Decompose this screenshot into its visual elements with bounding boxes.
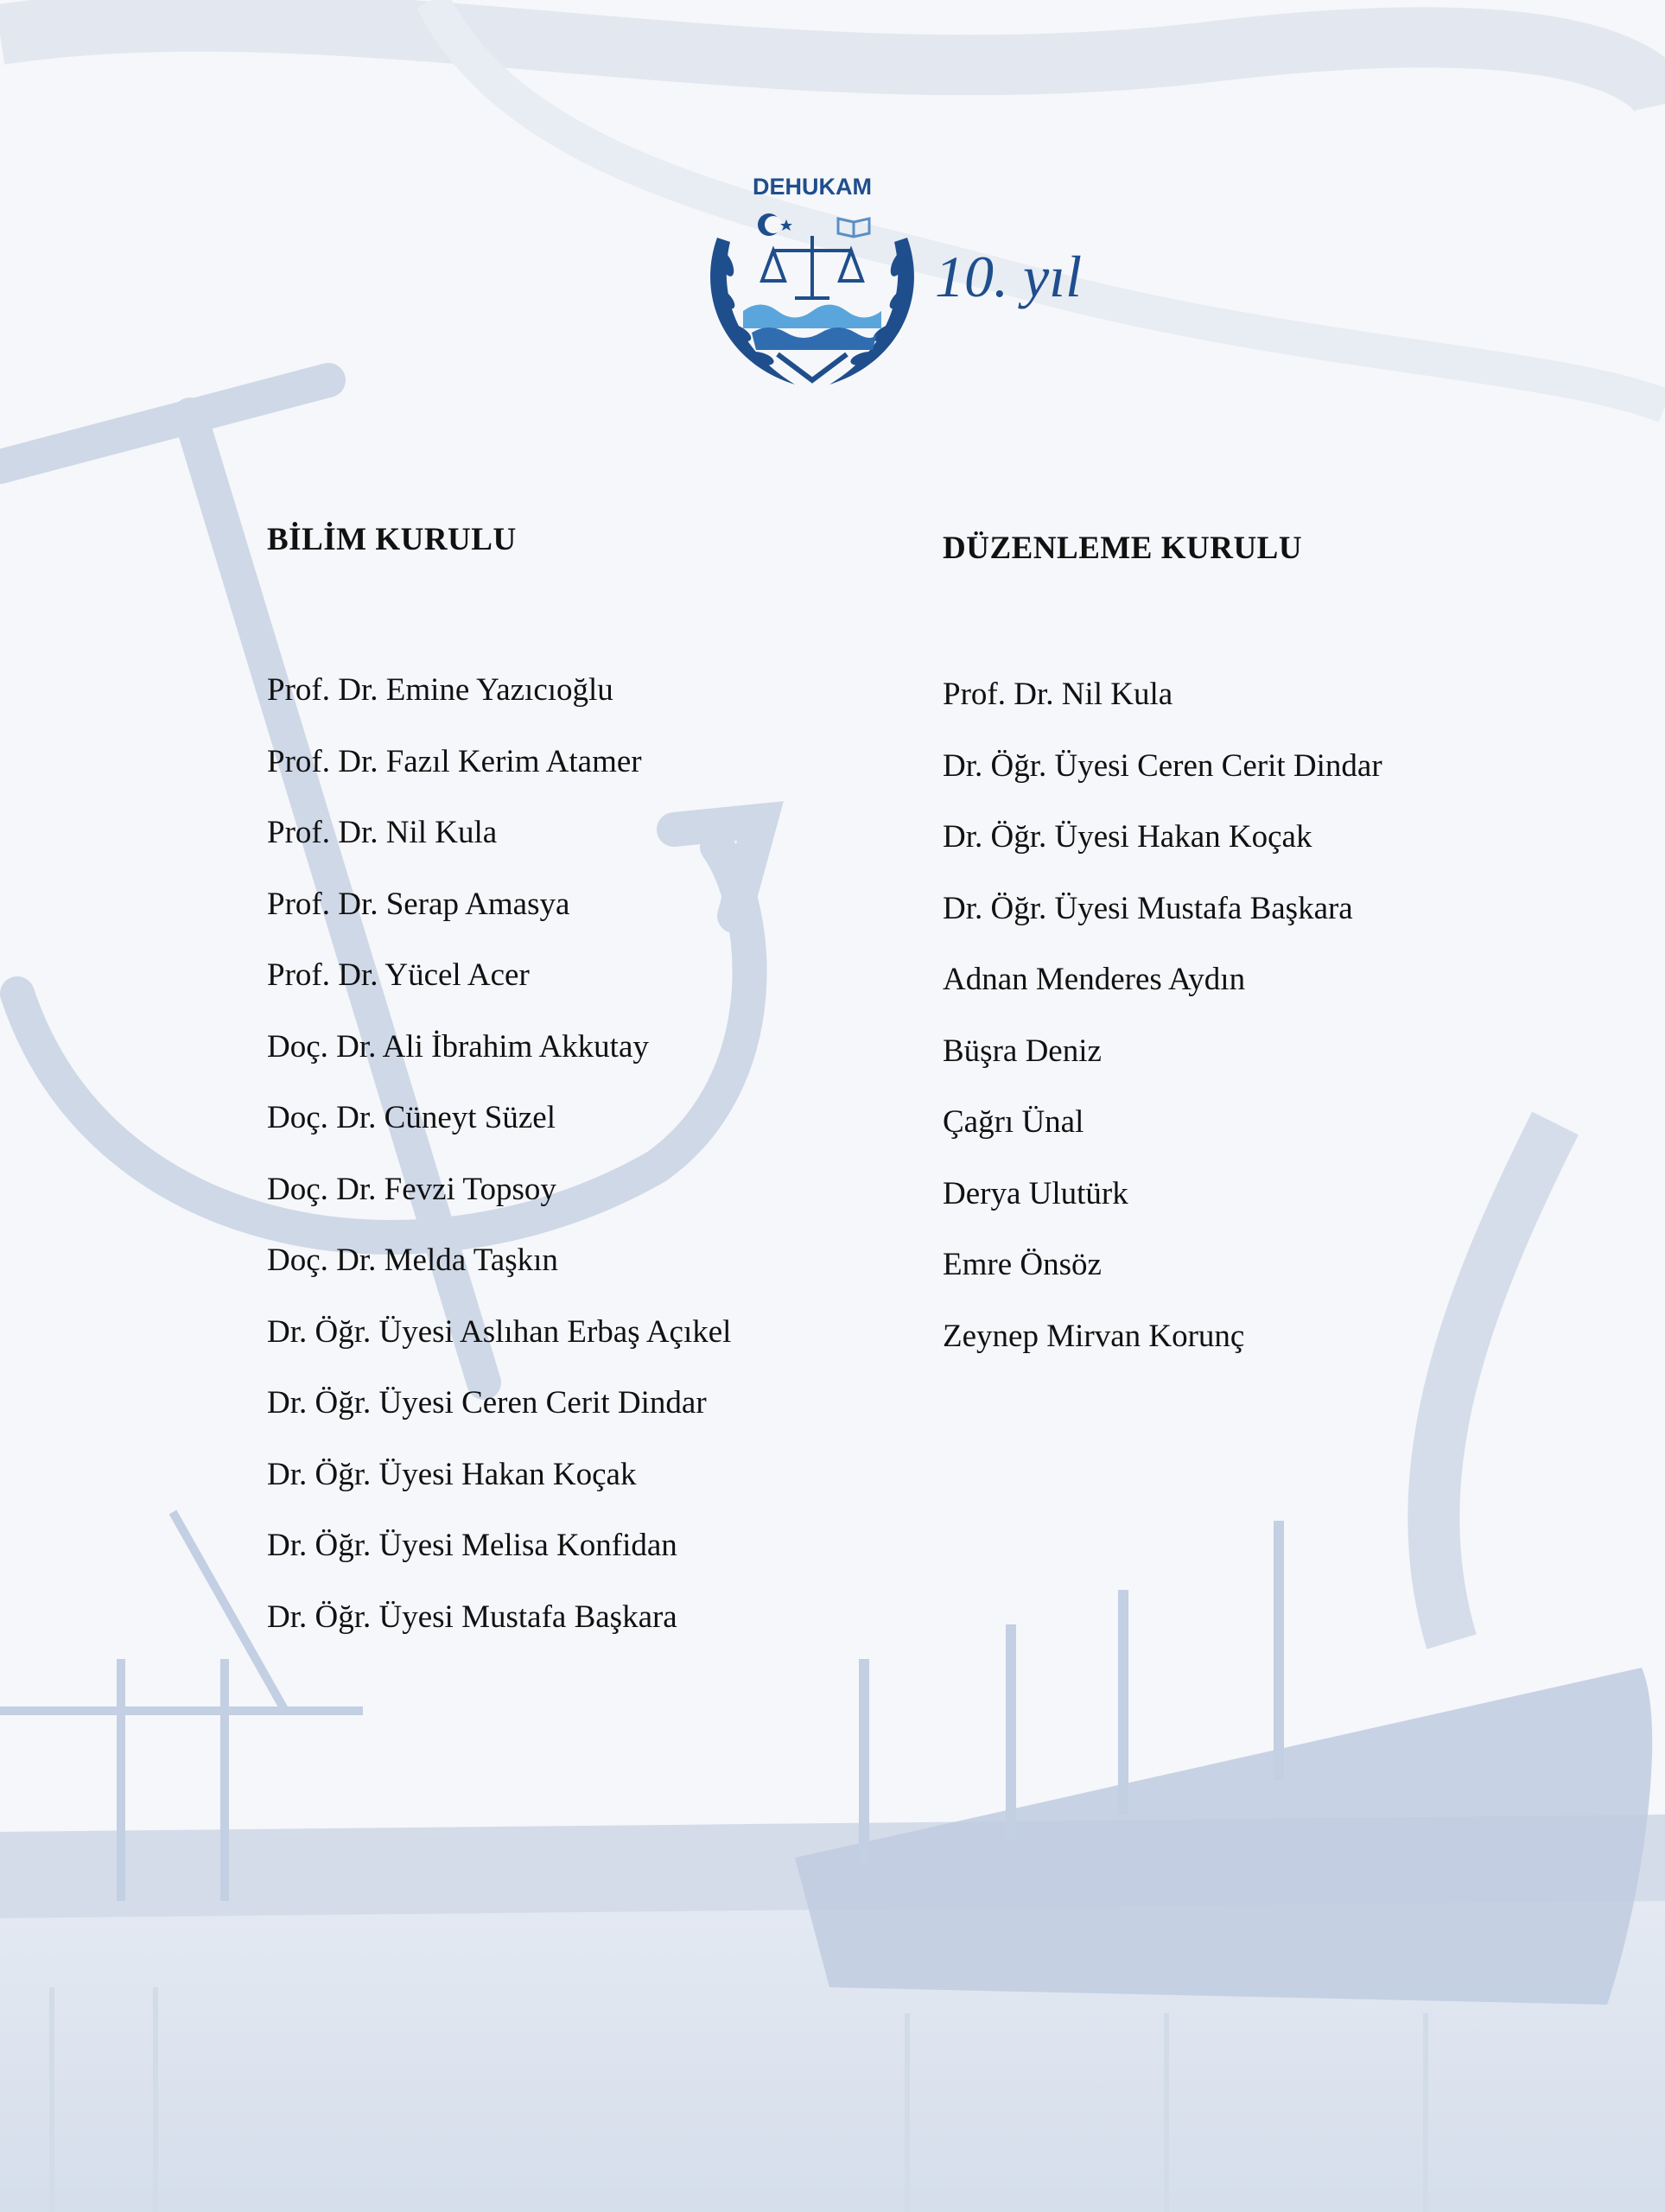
list-item: Çağrı Ünal — [943, 1104, 1084, 1140]
list-item: Doç. Dr. Cüneyt Süzel — [267, 1100, 556, 1135]
crescent-star-icon — [758, 213, 792, 236]
scientific-committee-title: BİLİM KURULU — [267, 522, 517, 557]
list-item: Prof. Dr. Fazıl Kerim Atamer — [267, 743, 642, 779]
organizing-committee-list — [943, 659, 1382, 1372]
list-item: Doç. Dr. Ali İbrahim Akkutay — [267, 1028, 649, 1065]
dehukam-10-year-logo — [691, 168, 1141, 402]
list-item: Dr. Öğr. Üyesi Ceren Cerit Dindar — [267, 1385, 707, 1421]
list-item: Prof. Dr. Yücel Acer — [267, 957, 530, 993]
scientific-committee-list — [267, 655, 731, 1653]
list-item: Doç. Dr. Melda Taşkın — [267, 1243, 558, 1278]
anniversary-tagline: 10. yıl — [935, 244, 1082, 309]
organizing-committee-section — [943, 530, 1382, 1354]
list-item: Prof. Dr. Nil Kula — [943, 677, 1173, 712]
list-item: Dr. Öğr. Üyesi Hakan Koçak — [943, 819, 1312, 855]
list-item: Emre Önsöz — [943, 1247, 1102, 1282]
list-item: Büşra Deniz — [943, 1033, 1102, 1069]
list-item: Prof. Dr. Emine Yazıcıoğlu — [267, 672, 613, 708]
list-item: Dr. Öğr. Üyesi Aslıhan Erbaş Açıkel — [267, 1313, 732, 1350]
list-item: Dr. Öğr. Üyesi Melisa Konfidan — [267, 1528, 677, 1563]
list-item: Doç. Dr. Fevzi Topsoy — [267, 1171, 556, 1207]
scales-of-justice-icon — [762, 236, 862, 298]
list-item: Dr. Öğr. Üyesi Hakan Koçak — [267, 1456, 637, 1492]
list-item: Zeynep Mirvan Korunç — [943, 1318, 1245, 1354]
list-item: Adnan Menderes Aydın — [943, 962, 1246, 997]
logo-name: DEHUKAM — [753, 174, 872, 200]
list-item: Dr. Öğr. Üyesi Ceren Cerit Dindar — [943, 747, 1382, 784]
open-book-icon — [838, 219, 869, 237]
list-item: Prof. Dr. Nil Kula — [267, 815, 498, 850]
harbor-sketch — [0, 1512, 1665, 2212]
list-item: Dr. Öğr. Üyesi Mustafa Başkara — [943, 890, 1353, 926]
organizing-committee-title: DÜZENLEME KURULU — [943, 531, 1303, 566]
scientific-committee-section — [267, 521, 732, 1635]
list-item: Derya Ulutürk — [943, 1175, 1128, 1211]
list-item: Dr. Öğr. Üyesi Mustafa Başkara — [267, 1599, 677, 1635]
list-item: Prof. Dr. Serap Amasya — [267, 886, 570, 922]
